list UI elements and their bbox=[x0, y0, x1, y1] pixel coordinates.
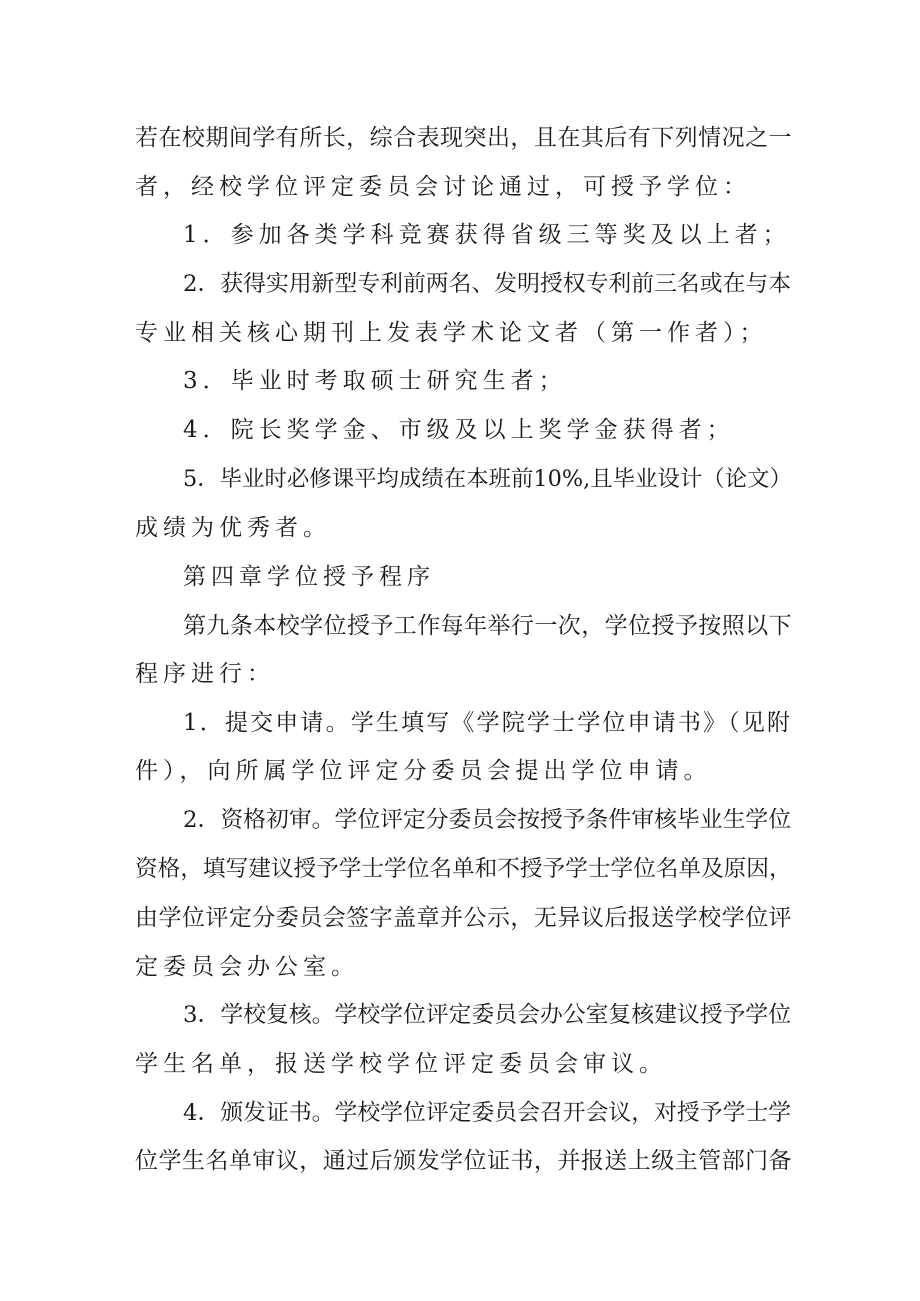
paragraph-line: 由学位评定分委员会签字盖章并公示，无异议后报送学校学位评 bbox=[135, 905, 792, 931]
list-item: 2．获得实用新型专利前两名、发明授权专利前三名或在与本 bbox=[183, 271, 792, 297]
paragraph-line: 定委员会办公室。 bbox=[135, 954, 359, 980]
list-item: 3．学校复核。学校学位评定委员会办公室复核建议授予学位 bbox=[183, 1002, 792, 1028]
list-item: 3．毕业时考取硕士研究生者； bbox=[183, 368, 567, 394]
paragraph-line: 位学生名单审议，通过后颁发学位证书，并报送上级主管部门备 bbox=[135, 1148, 792, 1174]
article-line: 第九条本校学位授予工作每年举行一次，学位授予按照以下 bbox=[183, 613, 792, 639]
paragraph-line: 成绩为优秀者。 bbox=[135, 515, 331, 541]
paragraph-line: 程序进行： bbox=[135, 661, 275, 687]
list-item: 4．院长奖学金、市级及以上奖学金获得者； bbox=[183, 417, 735, 443]
list-item: 1．参加各类学科竞赛获得省级三等奖及以上者； bbox=[183, 222, 791, 248]
paragraph-line: 专业相关核心期刊上发表学术论文者（第一作者）； bbox=[135, 320, 768, 346]
paragraph-line: 资格，填写建议授予学士学位名单和不授予学士学位名单及原因， bbox=[135, 856, 792, 882]
list-item: 4．颁发证书。学校学位评定委员会召开会议，对授予学士学 bbox=[183, 1100, 792, 1126]
paragraph-line: 若在校期间学有所长，综合表现突出，且在其后有下列情况之一 bbox=[135, 125, 792, 151]
chapter-heading: 第四章学位授予程序 bbox=[183, 564, 435, 590]
paragraph-line: 者，经校学位评定委员会讨论通过，可授予学位： bbox=[135, 174, 751, 200]
list-item: 5．毕业时必修课平均成绩在本班前10%,且毕业设计（论文） bbox=[183, 466, 792, 492]
paragraph-line: 件），向所属学位评定分委员会提出学位申请。 bbox=[135, 758, 712, 784]
paragraph-line: 学生名单，报送学校学位评定委员会审议。 bbox=[135, 1051, 667, 1077]
list-item: 2．资格初审。学位评定分委员会按授予条件审核毕业生学位 bbox=[183, 807, 792, 833]
list-item: 1．提交申请。学生填写《学院学士学位申请书》（见附 bbox=[183, 710, 793, 736]
